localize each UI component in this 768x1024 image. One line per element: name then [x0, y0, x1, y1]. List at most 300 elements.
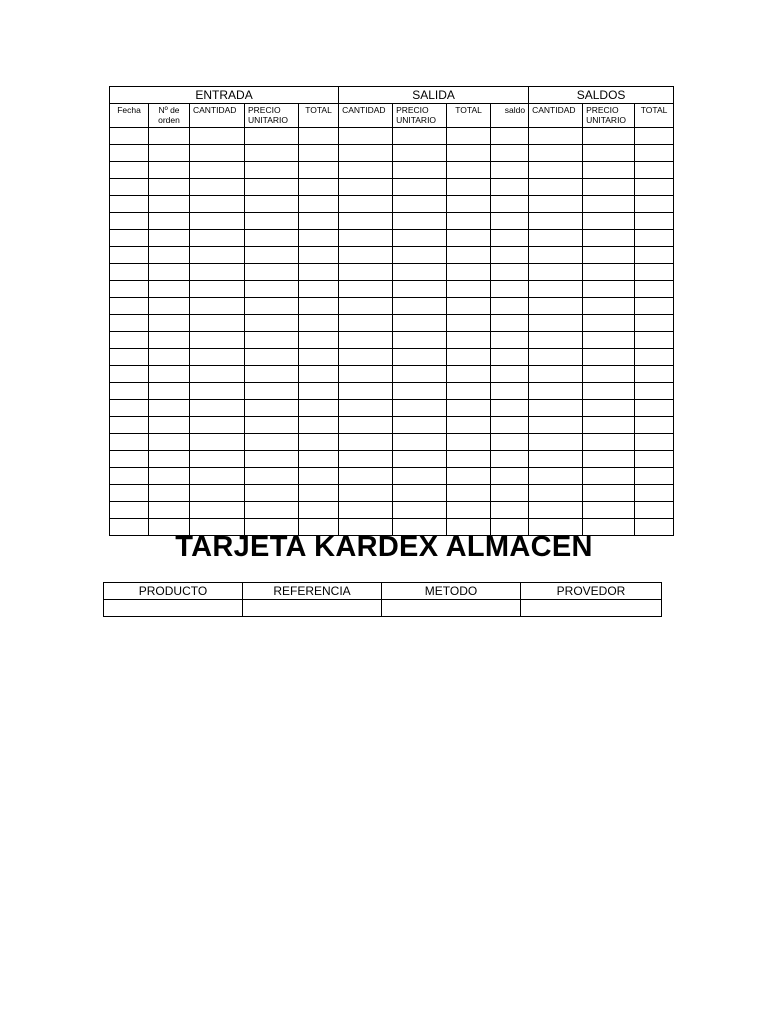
table-cell[interactable]: [393, 196, 447, 213]
table-cell[interactable]: [245, 230, 299, 247]
table-cell[interactable]: [529, 128, 583, 145]
table-cell[interactable]: [149, 179, 190, 196]
table-cell[interactable]: [299, 434, 339, 451]
table-cell[interactable]: [339, 417, 393, 434]
table-cell[interactable]: [447, 128, 491, 145]
table-cell[interactable]: [190, 315, 245, 332]
table-cell[interactable]: [393, 145, 447, 162]
table-cell[interactable]: [190, 213, 245, 230]
table-cell[interactable]: [447, 281, 491, 298]
table-cell[interactable]: [583, 264, 635, 281]
table-cell[interactable]: [393, 349, 447, 366]
table-cell[interactable]: [149, 298, 190, 315]
table-cell[interactable]: [190, 502, 245, 519]
table-cell[interactable]: [491, 128, 529, 145]
table-cell[interactable]: [245, 179, 299, 196]
table-cell[interactable]: [447, 162, 491, 179]
table-cell[interactable]: [529, 298, 583, 315]
table-cell[interactable]: [583, 485, 635, 502]
table-cell[interactable]: [393, 366, 447, 383]
table-cell[interactable]: [529, 264, 583, 281]
table-cell[interactable]: [393, 162, 447, 179]
table-row: [110, 213, 674, 230]
table-cell[interactable]: [299, 502, 339, 519]
table-cell[interactable]: [245, 145, 299, 162]
table-cell[interactable]: [635, 485, 674, 502]
table-cell[interactable]: [339, 281, 393, 298]
table-cell[interactable]: [110, 179, 149, 196]
table-cell[interactable]: [491, 162, 529, 179]
table-cell[interactable]: [339, 434, 393, 451]
table-cell[interactable]: [447, 315, 491, 332]
table-cell[interactable]: [339, 128, 393, 145]
table-cell[interactable]: [245, 400, 299, 417]
table-cell[interactable]: [529, 196, 583, 213]
table-cell[interactable]: [635, 349, 674, 366]
table-cell[interactable]: [299, 383, 339, 400]
table-cell[interactable]: [393, 332, 447, 349]
table-cell[interactable]: [529, 451, 583, 468]
table-cell[interactable]: [110, 366, 149, 383]
table-cell[interactable]: [447, 468, 491, 485]
table-cell[interactable]: [529, 162, 583, 179]
table-cell[interactable]: [447, 298, 491, 315]
table-cell[interactable]: [529, 213, 583, 230]
table-cell[interactable]: [299, 298, 339, 315]
table-cell[interactable]: [447, 502, 491, 519]
table-cell[interactable]: [149, 315, 190, 332]
group-entrada: ENTRADA: [110, 87, 339, 104]
table-cell[interactable]: [245, 128, 299, 145]
table-cell[interactable]: [110, 213, 149, 230]
table-cell[interactable]: [491, 502, 529, 519]
table-cell[interactable]: [635, 417, 674, 434]
table-cell[interactable]: [491, 400, 529, 417]
table-cell[interactable]: [149, 162, 190, 179]
table-cell[interactable]: [299, 485, 339, 502]
table-cell[interactable]: [583, 162, 635, 179]
table-cell[interactable]: [447, 145, 491, 162]
table-cell[interactable]: [149, 400, 190, 417]
col-saldos-total: TOTAL: [635, 104, 674, 128]
table-cell[interactable]: [299, 315, 339, 332]
table-cell[interactable]: [583, 281, 635, 298]
table-cell[interactable]: [491, 298, 529, 315]
table-cell[interactable]: [110, 485, 149, 502]
table-cell[interactable]: [491, 196, 529, 213]
table-cell[interactable]: [339, 349, 393, 366]
table-cell[interactable]: [583, 451, 635, 468]
table-cell[interactable]: [529, 281, 583, 298]
table-cell[interactable]: [393, 434, 447, 451]
table-cell[interactable]: [635, 468, 674, 485]
table-cell[interactable]: [491, 468, 529, 485]
group-salida: SALIDA: [339, 87, 529, 104]
table-cell[interactable]: [393, 213, 447, 230]
table-cell[interactable]: [299, 247, 339, 264]
table-cell[interactable]: [149, 366, 190, 383]
table-cell[interactable]: [491, 145, 529, 162]
table-cell[interactable]: [245, 383, 299, 400]
table-cell[interactable]: [110, 128, 149, 145]
table-cell[interactable]: [447, 213, 491, 230]
table-cell[interactable]: [190, 383, 245, 400]
table-cell[interactable]: [339, 213, 393, 230]
table-cell[interactable]: [635, 315, 674, 332]
table-cell[interactable]: [149, 383, 190, 400]
table-cell[interactable]: [245, 502, 299, 519]
table-cell[interactable]: [583, 179, 635, 196]
table-cell[interactable]: [583, 247, 635, 264]
header-provedor: PROVEDOR: [521, 583, 662, 600]
table-cell[interactable]: [583, 434, 635, 451]
table-cell[interactable]: [149, 264, 190, 281]
table-cell[interactable]: [635, 332, 674, 349]
table-cell[interactable]: [491, 366, 529, 383]
table-cell[interactable]: [110, 468, 149, 485]
table-cell[interactable]: [299, 145, 339, 162]
table-cell[interactable]: [339, 366, 393, 383]
product-header-row: [104, 583, 662, 600]
table-cell[interactable]: [110, 298, 149, 315]
cell-producto[interactable]: [104, 600, 243, 617]
table-cell[interactable]: [149, 417, 190, 434]
table-cell[interactable]: [245, 417, 299, 434]
table-cell[interactable]: [635, 451, 674, 468]
table-cell[interactable]: [339, 230, 393, 247]
table-cell[interactable]: [110, 230, 149, 247]
table-cell[interactable]: [635, 230, 674, 247]
table-cell[interactable]: [529, 434, 583, 451]
table-cell[interactable]: [245, 468, 299, 485]
table-cell[interactable]: [583, 502, 635, 519]
table-cell[interactable]: [245, 451, 299, 468]
table-cell[interactable]: [339, 145, 393, 162]
column-header-row: [110, 104, 674, 128]
table-cell[interactable]: [583, 468, 635, 485]
table-cell[interactable]: [190, 400, 245, 417]
table-cell[interactable]: [339, 400, 393, 417]
table-cell[interactable]: [491, 230, 529, 247]
table-cell[interactable]: [110, 383, 149, 400]
table-cell[interactable]: [299, 230, 339, 247]
table-cell[interactable]: [339, 451, 393, 468]
table-cell[interactable]: [299, 400, 339, 417]
table-cell[interactable]: [393, 485, 447, 502]
table-cell[interactable]: [393, 281, 447, 298]
table-cell[interactable]: [393, 468, 447, 485]
table-cell[interactable]: [339, 247, 393, 264]
table-cell[interactable]: [529, 349, 583, 366]
table-cell[interactable]: [190, 332, 245, 349]
table-cell[interactable]: [339, 468, 393, 485]
table-cell[interactable]: [190, 196, 245, 213]
table-cell[interactable]: [110, 281, 149, 298]
table-cell[interactable]: [583, 298, 635, 315]
table-cell[interactable]: [447, 332, 491, 349]
table-cell[interactable]: [245, 162, 299, 179]
cell-referencia[interactable]: [243, 600, 382, 617]
table-cell[interactable]: [149, 247, 190, 264]
table-cell[interactable]: [245, 434, 299, 451]
table-cell[interactable]: [447, 451, 491, 468]
table-cell[interactable]: [635, 162, 674, 179]
table-row: [110, 179, 674, 196]
table-cell[interactable]: [149, 502, 190, 519]
table-cell[interactable]: [635, 281, 674, 298]
table-cell[interactable]: [245, 366, 299, 383]
table-cell[interactable]: [110, 332, 149, 349]
table-cell[interactable]: [190, 162, 245, 179]
table-cell[interactable]: [190, 247, 245, 264]
table-cell[interactable]: [393, 298, 447, 315]
table-cell[interactable]: [491, 349, 529, 366]
table-cell[interactable]: [299, 366, 339, 383]
table-cell[interactable]: [190, 179, 245, 196]
table-cell[interactable]: [447, 400, 491, 417]
table-cell[interactable]: [447, 366, 491, 383]
table-cell[interactable]: [245, 332, 299, 349]
table-cell[interactable]: [635, 128, 674, 145]
table-cell[interactable]: [393, 315, 447, 332]
table-cell[interactable]: [635, 298, 674, 315]
table-cell[interactable]: [190, 451, 245, 468]
cell-provedor[interactable]: [521, 600, 662, 617]
table-cell[interactable]: [529, 502, 583, 519]
table-cell[interactable]: [491, 281, 529, 298]
table-cell[interactable]: [299, 468, 339, 485]
table-cell[interactable]: [190, 485, 245, 502]
table-cell[interactable]: [491, 485, 529, 502]
table-cell[interactable]: [339, 332, 393, 349]
table-cell[interactable]: [245, 196, 299, 213]
table-cell[interactable]: [299, 349, 339, 366]
table-cell[interactable]: [583, 366, 635, 383]
table-cell[interactable]: [110, 264, 149, 281]
table-cell[interactable]: [245, 264, 299, 281]
table-cell[interactable]: [491, 264, 529, 281]
table-cell[interactable]: [393, 247, 447, 264]
table-cell[interactable]: [190, 366, 245, 383]
table-cell[interactable]: [529, 383, 583, 400]
table-cell[interactable]: [299, 196, 339, 213]
table-cell[interactable]: [583, 315, 635, 332]
table-cell[interactable]: [491, 434, 529, 451]
table-cell[interactable]: [491, 213, 529, 230]
table-cell[interactable]: [447, 485, 491, 502]
table-cell[interactable]: [245, 315, 299, 332]
table-cell[interactable]: [635, 179, 674, 196]
table-cell[interactable]: [339, 298, 393, 315]
table-cell[interactable]: [447, 349, 491, 366]
table-cell[interactable]: [583, 230, 635, 247]
table-cell[interactable]: [190, 264, 245, 281]
table-cell[interactable]: [447, 179, 491, 196]
col-salida-total: TOTAL: [447, 104, 491, 128]
table-cell[interactable]: [149, 213, 190, 230]
table-cell[interactable]: [149, 434, 190, 451]
table-cell[interactable]: [339, 315, 393, 332]
table-cell[interactable]: [635, 434, 674, 451]
table-cell[interactable]: [190, 145, 245, 162]
table-cell[interactable]: [299, 332, 339, 349]
table-cell[interactable]: [339, 179, 393, 196]
table-cell[interactable]: [635, 400, 674, 417]
table-cell[interactable]: [190, 281, 245, 298]
table-cell[interactable]: [190, 230, 245, 247]
table-cell[interactable]: [149, 281, 190, 298]
table-cell[interactable]: [245, 213, 299, 230]
table-cell[interactable]: [583, 213, 635, 230]
table-cell[interactable]: [393, 383, 447, 400]
table-cell[interactable]: [635, 366, 674, 383]
table-cell[interactable]: [110, 349, 149, 366]
table-cell[interactable]: [245, 485, 299, 502]
table-cell[interactable]: [491, 179, 529, 196]
table-cell[interactable]: [529, 179, 583, 196]
table-cell[interactable]: [339, 264, 393, 281]
table-cell[interactable]: [110, 451, 149, 468]
table-cell[interactable]: [245, 281, 299, 298]
table-cell[interactable]: [149, 485, 190, 502]
table-cell[interactable]: [339, 502, 393, 519]
table-row: [110, 400, 674, 417]
table-row: [110, 162, 674, 179]
table-row: [110, 434, 674, 451]
table-cell[interactable]: [110, 247, 149, 264]
table-cell[interactable]: [149, 451, 190, 468]
table-cell[interactable]: [190, 349, 245, 366]
table-cell[interactable]: [245, 247, 299, 264]
table-cell[interactable]: [190, 417, 245, 434]
table-cell[interactable]: [110, 502, 149, 519]
table-cell[interactable]: [583, 128, 635, 145]
table-cell[interactable]: [447, 247, 491, 264]
table-cell[interactable]: [635, 213, 674, 230]
table-cell[interactable]: [110, 315, 149, 332]
table-cell[interactable]: [393, 128, 447, 145]
table-cell[interactable]: [299, 264, 339, 281]
table-cell[interactable]: [635, 196, 674, 213]
table-cell[interactable]: [447, 196, 491, 213]
table-cell[interactable]: [529, 332, 583, 349]
table-cell[interactable]: [190, 434, 245, 451]
product-info-table: [103, 582, 662, 617]
table-cell[interactable]: [529, 247, 583, 264]
table-cell[interactable]: [529, 315, 583, 332]
table-cell[interactable]: [190, 298, 245, 315]
kardex-table: [109, 86, 674, 536]
table-cell[interactable]: [299, 281, 339, 298]
table-cell[interactable]: [110, 400, 149, 417]
table-cell[interactable]: [339, 485, 393, 502]
table-cell[interactable]: [299, 451, 339, 468]
table-cell[interactable]: [635, 383, 674, 400]
table-cell[interactable]: [245, 349, 299, 366]
table-cell[interactable]: [529, 468, 583, 485]
table-cell[interactable]: [299, 128, 339, 145]
table-cell[interactable]: [245, 298, 299, 315]
cell-metodo[interactable]: [382, 600, 521, 617]
table-cell[interactable]: [529, 366, 583, 383]
table-cell[interactable]: [299, 417, 339, 434]
table-cell[interactable]: [583, 349, 635, 366]
table-cell[interactable]: [299, 213, 339, 230]
table-cell[interactable]: [393, 264, 447, 281]
table-cell[interactable]: [447, 230, 491, 247]
table-cell[interactable]: [447, 434, 491, 451]
table-cell[interactable]: [149, 145, 190, 162]
table-cell[interactable]: [583, 417, 635, 434]
table-cell[interactable]: [529, 400, 583, 417]
table-cell[interactable]: [583, 400, 635, 417]
table-cell[interactable]: [393, 400, 447, 417]
table-cell[interactable]: [491, 383, 529, 400]
table-cell[interactable]: [110, 196, 149, 213]
table-cell[interactable]: [529, 145, 583, 162]
table-cell[interactable]: [149, 349, 190, 366]
col-numero-orden: Nº de orden: [149, 104, 190, 128]
table-cell[interactable]: [635, 502, 674, 519]
table-cell[interactable]: [149, 196, 190, 213]
table-cell[interactable]: [393, 417, 447, 434]
table-cell[interactable]: [299, 162, 339, 179]
table-cell[interactable]: [339, 383, 393, 400]
table-cell[interactable]: [447, 383, 491, 400]
table-cell[interactable]: [491, 315, 529, 332]
table-cell[interactable]: [149, 468, 190, 485]
col-entrada-total: TOTAL: [299, 104, 339, 128]
table-cell[interactable]: [339, 162, 393, 179]
table-cell[interactable]: [299, 179, 339, 196]
table-cell[interactable]: [635, 247, 674, 264]
table-cell[interactable]: [583, 383, 635, 400]
table-cell[interactable]: [110, 162, 149, 179]
table-cell[interactable]: [583, 332, 635, 349]
table-row: [110, 145, 674, 162]
table-cell[interactable]: [529, 417, 583, 434]
table-cell[interactable]: [635, 145, 674, 162]
table-row: [110, 264, 674, 281]
table-cell[interactable]: [583, 196, 635, 213]
table-cell[interactable]: [491, 417, 529, 434]
table-cell[interactable]: [393, 230, 447, 247]
table-cell[interactable]: [491, 332, 529, 349]
table-cell[interactable]: [393, 502, 447, 519]
table-cell[interactable]: [393, 451, 447, 468]
table-cell[interactable]: [447, 417, 491, 434]
table-cell[interactable]: [149, 230, 190, 247]
table-cell[interactable]: [529, 230, 583, 247]
table-cell[interactable]: [339, 196, 393, 213]
table-cell[interactable]: [491, 451, 529, 468]
table-cell[interactable]: [529, 485, 583, 502]
table-cell[interactable]: [110, 434, 149, 451]
table-cell[interactable]: [149, 128, 190, 145]
table-cell[interactable]: [447, 264, 491, 281]
table-cell[interactable]: [110, 145, 149, 162]
table-cell[interactable]: [491, 247, 529, 264]
table-cell[interactable]: [635, 264, 674, 281]
table-cell[interactable]: [110, 417, 149, 434]
table-cell[interactable]: [190, 128, 245, 145]
col-saldo: saldo: [491, 104, 529, 128]
table-cell[interactable]: [393, 179, 447, 196]
table-cell[interactable]: [149, 332, 190, 349]
table-cell[interactable]: [190, 468, 245, 485]
header-referencia: REFERENCIA: [243, 583, 382, 600]
table-cell[interactable]: [583, 145, 635, 162]
